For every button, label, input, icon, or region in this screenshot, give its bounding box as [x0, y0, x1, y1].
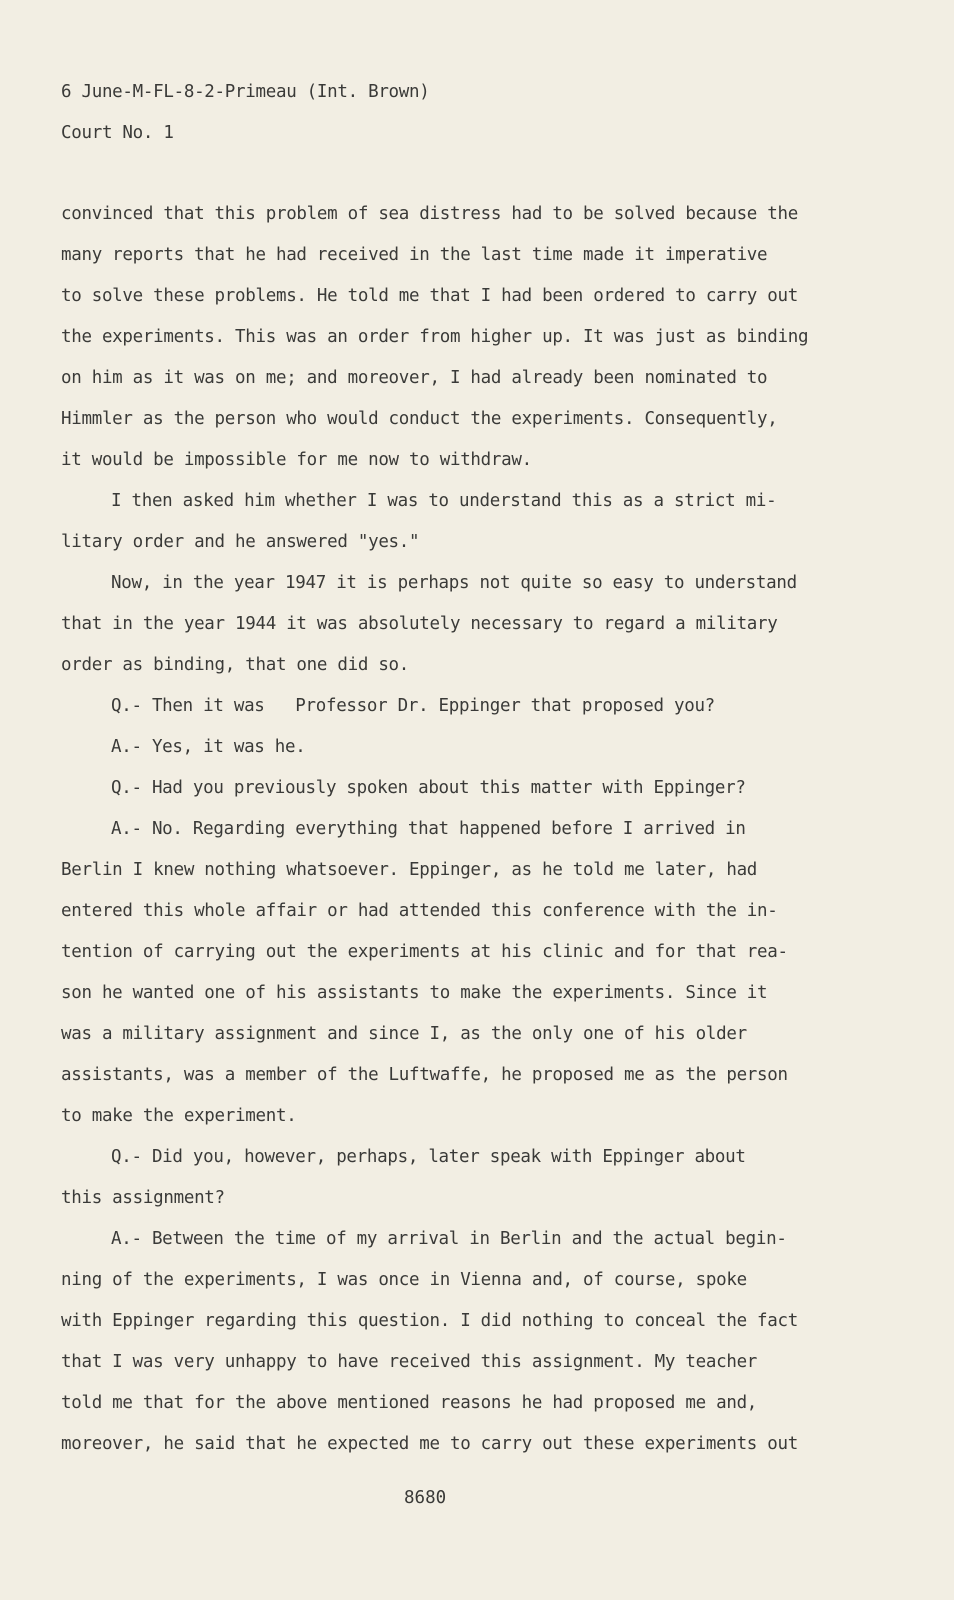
body-line: with Eppinger regarding this question. I did nothing to conceal the fact: [61, 1311, 798, 1331]
body-line: told me that for the above mentioned reasons he had proposed me and,: [61, 1393, 758, 1413]
header-line-2: Court No. 1: [61, 123, 174, 143]
answer-line: A.- Yes, it was he.: [111, 737, 306, 757]
body-line: it would be impossible for me now to withdraw.: [61, 450, 532, 470]
body-line: Now, in the year 1947 it is perhaps not quite so easy to understand: [111, 573, 797, 593]
body-line: that in the year 1944 it was absolutely necessary to regard a military: [61, 614, 778, 634]
body-line: that I was very unhappy to have received this assignment. My teacher: [61, 1352, 758, 1372]
question-line: Q.- Did you, however, perhaps, later speak with Eppinger about: [111, 1147, 746, 1167]
body-line: order as binding, that one did so.: [61, 655, 410, 675]
body-line: assistants, was a member of the Luftwaffe, he proposed me as the person: [61, 1065, 788, 1085]
body-line: moreover, he said that he expected me to carry out these experiments out: [61, 1434, 798, 1454]
answer-line: A.- No. Regarding everything that happened before I arrived in: [111, 819, 746, 839]
body-line: Berlin I knew nothing whatsoever. Eppinger, as he told me later, had: [61, 860, 758, 880]
body-line: on him as it was on me; and moreover, I had already been nominated to: [61, 368, 768, 388]
body-line: was a military assignment and since I, as the only one of his older: [61, 1024, 747, 1044]
body-line: convinced that this problem of sea distress had to be solved because the: [61, 204, 798, 224]
body-line: this assignment?: [61, 1188, 225, 1208]
page-number: 8680: [404, 1488, 447, 1508]
question-line: Q.- Had you previously spoken about this matter with Eppinger?: [111, 778, 746, 798]
header-line-1: 6 June-M-FL-8-2-Primeau (Int. Brown): [61, 82, 430, 102]
body-line: to make the experiment.: [61, 1106, 297, 1126]
question-line: Q.- Then it was Professor Dr. Eppinger that proposed you?: [111, 696, 715, 716]
body-line: many reports that he had received in the last time made it imperative: [61, 245, 768, 265]
body-line: son he wanted one of his assistants to make the experiments. Since it: [61, 983, 768, 1003]
body-line: litary order and he answered "yes.": [61, 532, 420, 552]
body-line: tention of carrying out the experiments at his clinic and for that rea-: [61, 942, 788, 962]
body-line: ning of the experiments, I was once in Vienna and, of course, spoke: [61, 1270, 747, 1290]
answer-line: A.- Between the time of my arrival in Berlin and the actual begin-: [111, 1229, 787, 1249]
body-line: Himmler as the person who would conduct the experiments. Consequently,: [61, 409, 778, 429]
body-line: entered this whole affair or had attended this conference with the in-: [61, 901, 778, 921]
body-line: the experiments. This was an order from higher up. It was just as binding: [61, 327, 809, 347]
body-line: to solve these problems. He told me that I had been ordered to carry out: [61, 286, 798, 306]
body-line: I then asked him whether I was to understand this as a strict mi-: [111, 491, 777, 511]
